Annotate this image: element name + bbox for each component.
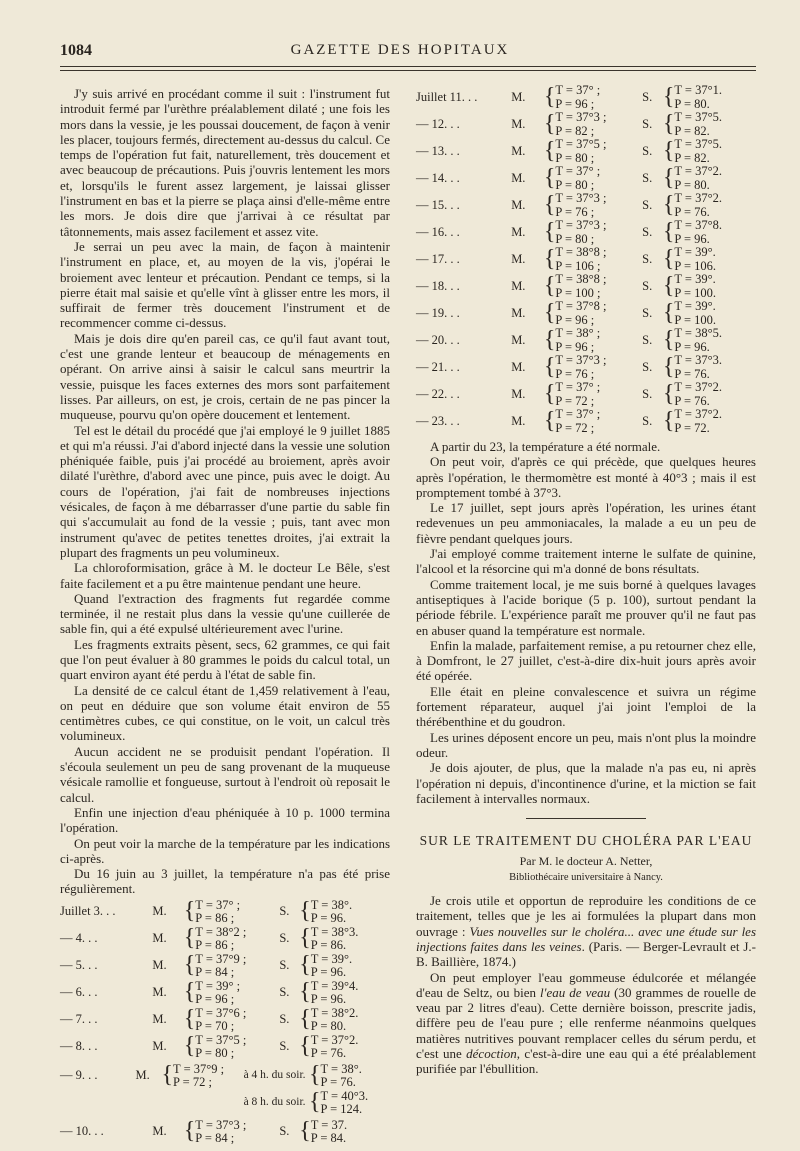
evening-pulse: P = 124. [320, 1102, 363, 1117]
brace: { [299, 925, 311, 952]
morning-temp: T = 37° ; [555, 380, 601, 394]
table-row [416, 165, 756, 179]
paragraph: Je dois ajouter, de plus, que la malade n'a pas eu, ni après l'opération ni depuis, d'incontinence d'urine, et la miction se fait facilement à intervalles normaux. [416, 760, 756, 806]
brace: { [543, 407, 556, 434]
paragraph: Du 16 juin au 3 juillet, la température n'a pas été prise régulièrement. [60, 866, 390, 897]
row-date: — 15. . . [416, 197, 460, 212]
text-run: Je crois utile et opportun de reproduire les conditions de ce traitement, telles que je les ai formulées la plupart dans mon ouvrage : [416, 893, 756, 939]
morning-pulse: P = 100 ; [555, 285, 601, 300]
header-rule-double [60, 70, 756, 71]
paragraph: Mais je dois dire qu'en pareil cas, ce qu'il faut avant tout, c'est une grande lenteur et beaucoup de ménagements en opérant. On arrive ainsi à saisir le calcul sans meurtrir la vessie, puisque les faces externes des mors sont parfaitement lisses. Par ailleurs, on est, je crois, certain de ne pas pincer la muqueuse, pourvu qu'on opère doucement et lentement. [60, 330, 390, 423]
brace: { [183, 979, 196, 1006]
morning-pulse: P = 86 ; [195, 911, 235, 926]
row-date: — 4. . . [60, 931, 98, 946]
evening-pulse: P = 100. [674, 285, 717, 300]
text-run: On peut employer l'eau gommeuse édulcorée et mélangée d'eau de Seltz, ou bien [416, 969, 756, 1000]
running-head: GAZETTE DES HOPITAUX [290, 42, 510, 58]
paragraph [416, 893, 756, 969]
row-morning-label: M. [152, 904, 167, 919]
paragraph: J'y suis arrivé en procédant comme il suit : l'instrument fut introduit fermé par l'urèthre préalablement dilaté ; une fois les mors dans la vessie, je les poussai doucement, de façon à venir les placer, toujours fermés, directement au-dessus du calcul. Ce temps de l'opération fut fait, naturellement, très doucement et avec beaucoup de précautions. Puis j'ouvris lentement les mors et, lorsqu'ils le furent assez largement, je laissai glisser l'instrument en bas et la pierre se plaça ainsi d'elle-même entre les mors. Je dois dire que j'arrivai à ce résultat par tâtonnements, mais assez facilement et assez vite. [60, 86, 390, 239]
brace: { [299, 898, 311, 925]
evening-temp: T = 37°2. [674, 407, 722, 421]
evening-temp: T = 37°3. [674, 353, 722, 367]
paragraph: Tel est le détail du procédé que j'ai employé le 9 juillet 1885 et qui m'a réussi. J'ai d'abord injecté dans la vessie une solution phéniquée faible, puis j'ai procédé au broiement, après avoir dilaté l'urèthre, d'abord avec une pince, puis avec le doigt. Au cours de l'opération, j'ai fait de nombreuses injections vésicales, de façon à me débarrasser d'une partie du sable fin qui s'accumulait au fond de la vessie ; puis, tant avec mon instrument qu'avec de petites tenettes droites, j'ai extrait la plupart des fragments un peu volumineux. [60, 422, 390, 560]
morning-temp: T = 37° ; [555, 83, 601, 97]
evening-pulse: P = 96. [674, 339, 710, 354]
table-row [416, 219, 756, 233]
row-morning-label: M. [511, 197, 526, 212]
header-rule [60, 66, 756, 67]
row-evening-label: S. [279, 1124, 290, 1139]
row-evening-label: S. [642, 332, 653, 347]
morning-pulse: P = 72 ; [555, 420, 595, 435]
row-evening-label: S. [642, 224, 653, 239]
evening-temp: T = 39°. [310, 951, 353, 966]
paragraph: Comme traitement local, je me suis borné à quelques lavages antiseptiques à l'acide borique (5 p. 100), surtout pendant la période fébrile. L'expérience paraît me prouver qu'il ne faut pas en abuser quand la température est normale. [416, 576, 756, 638]
table-row [416, 111, 756, 125]
temperature-table-left [60, 899, 390, 1061]
morning-temp: T = 37°9 ; [195, 951, 247, 966]
author-byline: Par M. le docteur A. Netter, [519, 854, 653, 869]
brace: { [183, 952, 196, 979]
morning-temp: T = 38°8 ; [555, 245, 607, 259]
row-date: — 12. . . [416, 116, 460, 131]
italic-term: l'eau de veau [540, 984, 611, 1000]
row-evening-label: S. [642, 143, 653, 158]
brace: { [543, 272, 556, 299]
evening-temp: T = 38°. [310, 897, 353, 912]
morning-temp: T = 37° ; [555, 164, 601, 178]
evening-pulse: P = 82. [674, 150, 710, 165]
morning-temp: T = 38°8 ; [555, 272, 607, 286]
brace: { [543, 299, 556, 326]
evening-pulse: P = 100. [674, 312, 717, 327]
morning-pulse: P = 72 ; [173, 1075, 212, 1090]
brace: { [308, 1089, 321, 1116]
evening-pulse: P = 76. [674, 393, 710, 408]
evening-temp: T = 40°3. [320, 1088, 369, 1103]
morning-pulse: P = 96 ; [555, 339, 595, 354]
row-morning-label: M. [511, 251, 526, 266]
evening-pulse: P = 86. [310, 938, 347, 953]
brace: { [662, 272, 675, 299]
paragraph [416, 970, 756, 1077]
morning-temp: T = 37°5 ; [555, 137, 607, 151]
brace: { [543, 326, 556, 353]
morning-pulse: P = 80 ; [555, 231, 595, 246]
brace: { [299, 952, 311, 979]
text-run: . (Paris. — Berger-Levrault et J.-B. Baillière, 1874.) [416, 938, 756, 970]
row-date: — 22. . . [416, 386, 460, 401]
evening-pulse: P = 76. [320, 1075, 356, 1090]
table-row [60, 953, 390, 967]
paragraph: On peut voir la marche de la température par les indications ci-après. [60, 835, 390, 866]
row-morning-label: M. [511, 332, 526, 347]
brace: { [662, 83, 675, 110]
paragraph: Enfin une injection d'eau phéniquée à 10 p. 1000 termina l'opération. [60, 804, 390, 836]
brace: { [662, 299, 675, 326]
left-column [60, 86, 390, 1148]
evening-temp: T = 38°2. [310, 1005, 359, 1020]
table-row [416, 327, 756, 341]
evening-pulse: P = 80. [674, 96, 710, 111]
table-row [416, 300, 756, 314]
paragraph: J'ai employé comme traitement interne le sulfate de quinine, l'alcool et la résorcine qui m'a donné de bons résultats. [416, 546, 756, 577]
evening-temp: T = 37°2. [674, 164, 722, 178]
row-date: — 21. . . [416, 359, 460, 374]
morning-temp: T = 38° ; [555, 326, 601, 340]
row-morning-label: M. [511, 143, 526, 158]
row-date: Juillet 3. . . [60, 904, 116, 919]
evening-pulse: P = 82. [674, 123, 710, 138]
brace: { [299, 1006, 311, 1033]
table-row [416, 408, 756, 422]
paragraph: Les fragments extraits pèsent, secs, 62 grammes, ce qui fait que l'on peut évaluer à 80 grammes le poids du calcul total, un quart environ ayant été perdu à l'état de sable fin. [60, 636, 390, 683]
evening-temp: T = 37°2. [674, 380, 722, 394]
row-evening-label: S. [642, 359, 653, 374]
row-evening-label: S. [642, 197, 653, 212]
paragraph: La chloroformisation, grâce à M. le docteur Le Bêle, s'est faite facilement et a pu être maintenue pendant une heure. [60, 560, 390, 591]
morning-temp: T = 37° ; [555, 407, 601, 421]
morning-pulse: P = 84 ; [195, 1131, 235, 1146]
row-morning-label: M. [511, 170, 526, 185]
morning-pulse: P = 96 ; [555, 96, 595, 111]
evening-temp: T = 37°2. [310, 1032, 359, 1047]
article-title: SUR LE TRAITEMENT DU CHOLÉRA PAR L'EAU [419, 833, 753, 849]
morning-pulse: P = 72 ; [555, 393, 595, 408]
morning-pulse: P = 106 ; [555, 258, 601, 273]
morning-temp: T = 39° ; [195, 978, 241, 993]
brace: { [662, 137, 675, 164]
row-morning-label: M. [511, 359, 526, 374]
row-evening-label: S. [279, 1012, 290, 1027]
row-date: — 19. . . [416, 305, 460, 320]
morning-pulse: P = 96 ; [195, 992, 235, 1007]
evening-temp: T = 37°2. [674, 191, 722, 205]
page-number: 1084 [60, 42, 92, 59]
morning-pulse: P = 84 ; [195, 965, 235, 980]
row-date: — 18. . . [416, 278, 460, 293]
evening-pulse: P = 80. [674, 177, 710, 192]
evening-temp: T = 38°3. [310, 924, 359, 939]
table-row [416, 192, 756, 206]
row-evening-label: S. [642, 413, 653, 428]
table-row [416, 246, 756, 260]
brace: { [183, 1118, 196, 1145]
table-row [416, 273, 756, 287]
section-divider [526, 818, 646, 819]
table-row [416, 84, 756, 98]
right-column [416, 82, 756, 1077]
morning-pulse: P = 70 ; [195, 1019, 235, 1034]
row-evening-label: S. [642, 89, 653, 104]
evening-pulse: P = 76. [310, 1046, 347, 1061]
row-morning-label: M. [511, 413, 526, 428]
morning-temp: T = 37°3 ; [555, 218, 607, 232]
temperature-table-right [416, 84, 756, 435]
evening-temp: T = 37. [310, 1117, 348, 1132]
row-evening-label: S. [642, 305, 653, 320]
table-row [60, 899, 390, 913]
row-morning-label: M. [511, 224, 526, 239]
brace: { [161, 1062, 174, 1089]
evening-pulse: P = 96. [310, 992, 347, 1007]
paragraph: On peut voir, d'après ce qui précède, que quelques heures après l'opération, le thermomètre est monté à 40°3 ; mais il est promptement tombé à 37°3. [416, 454, 756, 500]
morning-temp: T = 37°6 ; [195, 1005, 247, 1020]
morning-temp: T = 37°5 ; [195, 1032, 247, 1047]
morning-pulse: P = 76 ; [555, 366, 595, 381]
row-morning-label: M. [152, 1012, 167, 1027]
row-evening-label: S. [642, 170, 653, 185]
brace: { [543, 137, 556, 164]
morning-temp: T = 37°3 ; [555, 353, 607, 367]
row-morning-label: M. [511, 305, 526, 320]
paragraph: Aucun accident ne se produisit pendant l'opération. Il s'écoula seulement un peu de sang provenant de la muqueuse vésicale ramollie et fongueuse, surtout à l'endroit où reposait le calcul. [60, 743, 390, 805]
brace: { [543, 218, 556, 245]
row-evening-label: S. [642, 278, 653, 293]
brace: { [543, 191, 556, 218]
table-row [60, 926, 390, 940]
morning-temp: T = 37° ; [195, 897, 241, 912]
brace: { [299, 1033, 311, 1060]
evening-temp: T = 39°. [674, 245, 716, 259]
row-date: — 17. . . [416, 251, 460, 266]
text-run: , c'est-à-dire une eau qui a été préalablement purifiée par l'ébullition. [416, 1045, 756, 1077]
morning-temp: T = 37°9 ; [173, 1061, 225, 1076]
evening-temp: T = 37°5. [674, 110, 722, 124]
row-date: — 5. . . [60, 958, 98, 973]
row-morning-label: M. [152, 958, 167, 973]
brace: { [183, 925, 196, 952]
author-affiliation: Bibliothécaire universitaire à Nancy. [509, 871, 663, 883]
text-run: (30 grammes de rouelle de veau par 2 litres d'eau). Cette dernière boisson, prescrite jadis, diffère peu de l'eau pure ; elle renferme néanmoins quelques matières nutritives pouvant remplacer celles du sérum perdu, et c'est une [416, 984, 756, 1061]
evening-pulse: P = 84. [310, 1131, 347, 1146]
table-row [60, 980, 390, 994]
row-morning-label: M. [152, 931, 167, 946]
row-morning-label: M. [152, 1039, 167, 1054]
morning-temp: T = 37°3 ; [195, 1117, 247, 1132]
row-date: — 7. . . [60, 1012, 98, 1027]
brace: { [299, 979, 311, 1006]
brace: { [662, 407, 675, 434]
row-date: — 8. . . [60, 1039, 98, 1054]
row-evening-label: S. [279, 1039, 290, 1054]
row-morning-label: M. [152, 985, 167, 1000]
row-evening-label: S. [642, 251, 653, 266]
brace: { [308, 1062, 321, 1089]
brace: { [662, 191, 675, 218]
row-date: — 16. . . [416, 224, 460, 239]
paragraph: Quand l'extraction des fragments fut regardée comme terminée, il ne restait plus dans la vessie qu'une cuillerée de sable fin, qui a été expulsé ultérieurement avec l'urine. [60, 590, 390, 637]
brace: { [662, 218, 675, 245]
paragraph: A partir du 23, la température a été normale. [430, 439, 661, 454]
morning-temp: T = 37°8 ; [555, 299, 607, 313]
table-row [60, 1034, 390, 1048]
evening-temp: T = 39°4. [310, 978, 359, 993]
brace: { [662, 353, 675, 380]
evening-pulse: P = 80. [310, 1019, 347, 1034]
evening-temp: T = 37°5. [674, 137, 722, 151]
time-label: à 4 h. du soir. [243, 1069, 306, 1082]
brace: { [662, 110, 675, 137]
row-date: — 14. . . [416, 170, 460, 185]
brace: { [543, 110, 556, 137]
row-evening-label: S. [279, 985, 290, 1000]
brace: { [543, 380, 556, 407]
brace: { [183, 1033, 196, 1060]
brace: { [662, 245, 675, 272]
time-label: à 8 h. du soir. [243, 1096, 306, 1109]
brace: { [543, 164, 556, 191]
paragraph: Le 17 juillet, sept jours après l'opération, les urines étant redevenues un peu ammoniacales, la malade a eu un peu de fièvre pendant quelques jours. [416, 500, 756, 546]
paragraph: Elle était en pleine convalescence et suivra un régime fortement réparateur, auquel j'ai joint l'emploi de la thérébenthine et du goudron. [416, 683, 756, 730]
brace: { [299, 1118, 311, 1145]
brace: { [183, 898, 196, 925]
table-row [416, 138, 756, 152]
morning-temp: T = 37°3 ; [555, 191, 607, 205]
morning-temp: T = 38°2 ; [195, 924, 247, 939]
row-evening-label: S. [279, 958, 290, 973]
temperature-row-9 [60, 1063, 390, 1117]
row-morning-label: M. [511, 278, 526, 293]
morning-pulse: P = 76 ; [555, 204, 595, 219]
row-morning-label: M. [152, 1124, 167, 1139]
evening-pulse: P = 96. [310, 965, 347, 980]
brace: { [543, 245, 556, 272]
paragraph: Je serrai un peu avec la main, de façon à maintenir l'instrument en place, et, au moyen de la vis, j'opérai le broiement avec lenteur et précaution. Pendant ce temps, si la pierre était mal saisie et qu'elle vînt à glisser entre les mors, il suffirait de fermer très doucement l'instrument et de recommencer comme ci-dessus. [60, 238, 390, 331]
evening-temp: T = 37°1. [674, 83, 722, 97]
morning-pulse: P = 86 ; [195, 938, 235, 953]
row-morning-label: M. [511, 89, 526, 104]
evening-temp: T = 38°5. [674, 326, 722, 340]
row-morning-label: M. [511, 116, 526, 131]
evening-temp: T = 38°. [320, 1061, 362, 1076]
evening-pulse: P = 96. [310, 911, 347, 926]
row-date: — 9. . . [60, 1068, 98, 1083]
row-date: — 10. . . [60, 1124, 104, 1139]
evening-temp: T = 39°. [674, 272, 716, 286]
brace: { [543, 353, 556, 380]
temperature-row-10 [60, 1119, 390, 1146]
paragraph: Enfin la malade, parfaitement remise, a pu retourner chez elle, à Domfront, le 27 juillet, c'est-à-dire dix-huit jours après avoir été opérée. [416, 637, 756, 684]
morning-pulse: P = 80 ; [195, 1046, 235, 1061]
brace: { [183, 1006, 196, 1033]
evening-pulse: P = 96. [674, 231, 710, 246]
evening-pulse: P = 106. [674, 258, 717, 273]
italic-term: décoction [466, 1045, 517, 1061]
evening-temp: T = 37°8. [674, 218, 722, 232]
book-title: Vues nouvelles sur le choléra... avec une étude sur les injections faites dans les veines [416, 923, 757, 954]
evening-pulse: P = 76. [674, 366, 710, 381]
morning-pulse: P = 96 ; [555, 312, 595, 327]
morning-temp: T = 37°3 ; [555, 110, 607, 124]
row-date: — 23. . . [416, 413, 460, 428]
brace: { [543, 83, 556, 110]
row-date: — 20. . . [416, 332, 460, 347]
table-row [60, 1007, 390, 1021]
row-date: — 6. . . [60, 985, 98, 1000]
evening-temp: T = 39°. [674, 299, 716, 313]
table-row [416, 381, 756, 395]
row-evening-label: S. [642, 116, 653, 131]
evening-pulse: P = 72. [674, 420, 710, 435]
morning-pulse: P = 80 ; [555, 150, 595, 165]
row-date: Juillet 11. . . [416, 89, 478, 104]
row-morning-label: M. [135, 1068, 150, 1083]
row-evening-label: S. [642, 386, 653, 401]
evening-pulse: P = 76. [674, 204, 710, 219]
brace: { [662, 380, 675, 407]
brace: { [662, 326, 675, 353]
brace: { [662, 164, 675, 191]
morning-pulse: P = 82 ; [555, 123, 595, 138]
paragraph: Les urines déposent encore un peu, mais n'ont plus la moindre odeur. [416, 729, 756, 760]
row-evening-label: S. [279, 904, 290, 919]
row-morning-label: M. [511, 386, 526, 401]
paragraph: La densité de ce calcul étant de 1,459 relativement à l'eau, on peut en déduire que son volume était environ de 55 centimètres cubes, ce qui constitue, on le voit, un calcul très volumineux. [60, 682, 390, 744]
morning-pulse: P = 80 ; [555, 177, 595, 192]
table-row [416, 354, 756, 368]
row-evening-label: S. [279, 931, 290, 946]
row-date: — 13. . . [416, 143, 460, 158]
